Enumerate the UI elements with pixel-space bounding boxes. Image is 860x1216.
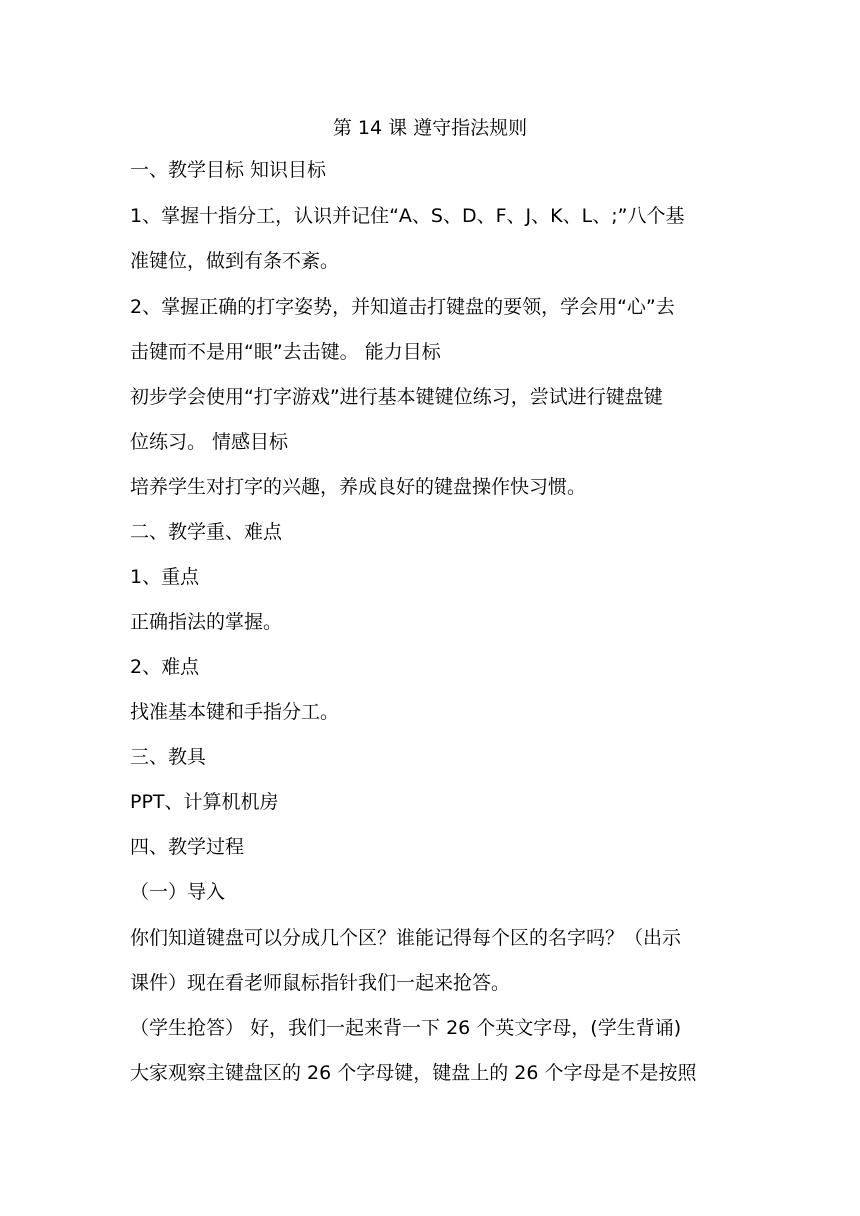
text-line: 找准基本键和手指分工。 xyxy=(130,701,340,723)
text-line: 2、难点 xyxy=(130,656,200,678)
text-line: 初步学会使用“打字游戏”进行基本键键位练习，尝试进行键盘键 xyxy=(130,386,663,408)
heading-introduction xyxy=(130,870,730,915)
heading-teaching-process xyxy=(130,825,730,870)
paragraph-teaching-objectives xyxy=(130,148,730,193)
paragraph-teaching-tools xyxy=(130,780,730,825)
text-line: 培养学生对打字的兴趣，养成良好的键盘操作快习惯。 xyxy=(130,476,587,498)
text-line: 二、教学重、难点 xyxy=(130,521,283,543)
text-line: 击键而不是用“眼”去击键。 能力目标 xyxy=(130,341,441,363)
text-line: 三、教具 xyxy=(130,746,207,768)
text-line: 1、掌握十指分工，认识并记住“A、S、D、F、J、K、L、;”八个基 xyxy=(130,205,685,227)
text-line: 大家观察主键盘区的 26 个字母键，键盘上的 26 个字母是不是按照 xyxy=(130,1062,697,1084)
text-line: 位练习。 情感目标 xyxy=(130,431,289,453)
paragraph-introduction-3 xyxy=(130,1051,730,1096)
heading-difficult-point xyxy=(130,645,730,690)
paragraph-key-point xyxy=(130,600,730,645)
heading-key-difficult-points xyxy=(130,510,730,555)
paragraph-knowledge-goal-1 xyxy=(130,194,730,284)
paragraph-ability-goal xyxy=(130,375,730,465)
heading-key-point xyxy=(130,555,730,600)
text-line: 正确指法的掌握。 xyxy=(130,611,283,633)
text-line: 2、掌握正确的打字姿势，并知道击打键盘的要领，学会用“心”去 xyxy=(130,296,675,318)
paragraph-introduction-2 xyxy=(130,1006,730,1051)
paragraph-difficult-point xyxy=(130,690,730,735)
text-line: 你们知道键盘可以分成几个区？谁能记得每个区的名字吗？（出示 xyxy=(130,927,682,949)
text-line: （一）导入 xyxy=(130,881,226,903)
paragraph-knowledge-goal-2 xyxy=(130,285,730,375)
heading-teaching-tools xyxy=(130,735,730,780)
text-line: 1、重点 xyxy=(130,566,200,588)
text-line: PPT、计算机机房 xyxy=(130,791,279,813)
document-title: 第 14 课 遵守指法规则 xyxy=(332,117,528,139)
text-line: 课件）现在看老师鼠标指针我们一起来抢答。 xyxy=(130,972,511,994)
paragraph-emotion-goal xyxy=(130,465,730,510)
paragraph-introduction-1 xyxy=(130,916,730,1006)
text-line: 一、教学目标 知识目标 xyxy=(130,159,327,181)
text-line: 四、教学过程 xyxy=(130,836,245,858)
text-line: 准键位，做到有条不紊。 xyxy=(130,250,340,272)
text-line: （学生抢答） 好，我们一起来背一下 26 个英文字母，(学生背诵) xyxy=(130,1017,682,1039)
